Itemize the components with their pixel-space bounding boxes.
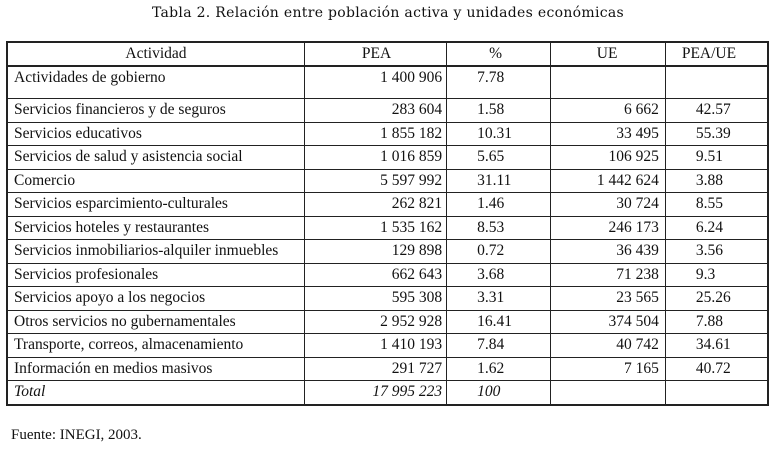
cell-actividad: Servicios de salud y asistencia social bbox=[7, 146, 304, 170]
cell-pea: 262 821 bbox=[304, 193, 446, 217]
table-row bbox=[7, 122, 768, 146]
cell-pea-ue: 6.24 bbox=[665, 216, 768, 240]
cell-pea: 662 643 bbox=[304, 263, 446, 287]
cell-ue: 30 724 bbox=[550, 193, 665, 217]
cell-pea: 1 855 182 bbox=[304, 122, 446, 146]
total-cell-actividad: Total bbox=[7, 381, 304, 405]
cell-actividad: Servicios esparcimiento-culturales bbox=[7, 193, 304, 217]
table-row bbox=[7, 146, 768, 170]
cell-pea-ue: 40.72 bbox=[665, 357, 768, 381]
table-body bbox=[7, 66, 768, 405]
cell-ue: 36 439 bbox=[550, 240, 665, 264]
cell-percent: 8.53 bbox=[447, 216, 551, 240]
cell-percent: 1.58 bbox=[447, 99, 551, 123]
cell-pea-ue: 42.57 bbox=[665, 99, 768, 123]
table-row bbox=[7, 334, 768, 358]
cell-ue: 106 925 bbox=[550, 146, 665, 170]
cell-actividad: Servicios inmobiliarios-alquiler inmuebles bbox=[7, 240, 304, 264]
table-row bbox=[7, 99, 768, 123]
table-row bbox=[7, 66, 768, 99]
total-cell-percent: 100 bbox=[447, 381, 551, 405]
cell-percent: 0.72 bbox=[447, 240, 551, 264]
cell-pea-ue: 34.61 bbox=[665, 334, 768, 358]
cell-pea: 1 535 162 bbox=[304, 216, 446, 240]
cell-actividad: Servicios financieros y de seguros bbox=[7, 99, 304, 123]
cell-pea: 1 410 193 bbox=[304, 334, 446, 358]
cell-pea-ue: 7.88 bbox=[665, 310, 768, 334]
total-row bbox=[7, 381, 768, 405]
cell-pea-ue: 3.56 bbox=[665, 240, 768, 264]
cell-percent: 3.68 bbox=[447, 263, 551, 287]
cell-pea-ue: 25.26 bbox=[665, 287, 768, 311]
cell-ue: 40 742 bbox=[550, 334, 665, 358]
header-pea: PEA bbox=[304, 42, 446, 66]
table-row bbox=[7, 287, 768, 311]
cell-pea: 595 308 bbox=[304, 287, 446, 311]
cell-percent: 3.31 bbox=[447, 287, 551, 311]
cell-percent: 10.31 bbox=[447, 122, 551, 146]
cell-actividad: Transporte, correos, almacenamiento bbox=[7, 334, 304, 358]
total-cell-pea: 17 995 223 bbox=[304, 381, 446, 405]
cell-pea: 283 604 bbox=[304, 99, 446, 123]
table-row bbox=[7, 357, 768, 381]
cell-pea-ue: 9.51 bbox=[665, 146, 768, 170]
cell-percent: 16.41 bbox=[447, 310, 551, 334]
cell-ue bbox=[550, 66, 665, 99]
cell-pea: 1 016 859 bbox=[304, 146, 446, 170]
table-caption: Tabla 2. Relación entre población activa y unidades económicas bbox=[151, 5, 625, 21]
cell-pea: 2 952 928 bbox=[304, 310, 446, 334]
table-row bbox=[7, 216, 768, 240]
cell-percent: 31.11 bbox=[447, 169, 551, 193]
table-row bbox=[7, 169, 768, 193]
table-row bbox=[7, 193, 768, 217]
cell-pea: 291 727 bbox=[304, 357, 446, 381]
data-table bbox=[6, 41, 769, 406]
cell-percent: 7.84 bbox=[447, 334, 551, 358]
table-row bbox=[7, 263, 768, 287]
table-row bbox=[7, 240, 768, 264]
cell-actividad: Servicios hoteles y restaurantes bbox=[7, 216, 304, 240]
cell-pea-ue bbox=[665, 66, 768, 99]
cell-ue: 71 238 bbox=[550, 263, 665, 287]
total-cell-ue bbox=[550, 381, 665, 405]
cell-ue: 246 173 bbox=[550, 216, 665, 240]
header-actividad: Actividad bbox=[7, 42, 304, 66]
header-ue: UE bbox=[550, 42, 665, 66]
cell-ue: 23 565 bbox=[550, 287, 665, 311]
table-row bbox=[7, 310, 768, 334]
cell-ue: 33 495 bbox=[550, 122, 665, 146]
cell-percent: 7.78 bbox=[447, 66, 551, 99]
cell-pea-ue: 8.55 bbox=[665, 193, 768, 217]
cell-actividad: Otros servicios no gubernamentales bbox=[7, 310, 304, 334]
cell-ue: 1 442 624 bbox=[550, 169, 665, 193]
cell-actividad: Comercio bbox=[7, 169, 304, 193]
cell-actividad: Servicios educativos bbox=[7, 122, 304, 146]
header-percent: % bbox=[447, 42, 551, 66]
cell-pea-ue: 9.3 bbox=[665, 263, 768, 287]
cell-ue: 374 504 bbox=[550, 310, 665, 334]
cell-percent: 1.46 bbox=[447, 193, 551, 217]
cell-pea: 1 400 906 bbox=[304, 66, 446, 99]
header-pea-ue: PEA/UE bbox=[665, 42, 768, 66]
header-row bbox=[7, 42, 768, 66]
total-cell-pea-ue bbox=[665, 381, 768, 405]
cell-pea: 129 898 bbox=[304, 240, 446, 264]
cell-actividad: Servicios apoyo a los negocios bbox=[7, 287, 304, 311]
cell-pea-ue: 3.88 bbox=[665, 169, 768, 193]
cell-percent: 5.65 bbox=[447, 146, 551, 170]
cell-actividad: Información en medios masivos bbox=[7, 357, 304, 381]
cell-ue: 7 165 bbox=[550, 357, 665, 381]
cell-ue: 6 662 bbox=[550, 99, 665, 123]
source-note: Fuente: INEGI, 2003. bbox=[11, 427, 142, 443]
cell-pea-ue: 55.39 bbox=[665, 122, 768, 146]
cell-pea: 5 597 992 bbox=[304, 169, 446, 193]
cell-percent: 1.62 bbox=[447, 357, 551, 381]
cell-actividad: Actividades de gobierno bbox=[7, 66, 304, 99]
cell-actividad: Servicios profesionales bbox=[7, 263, 304, 287]
